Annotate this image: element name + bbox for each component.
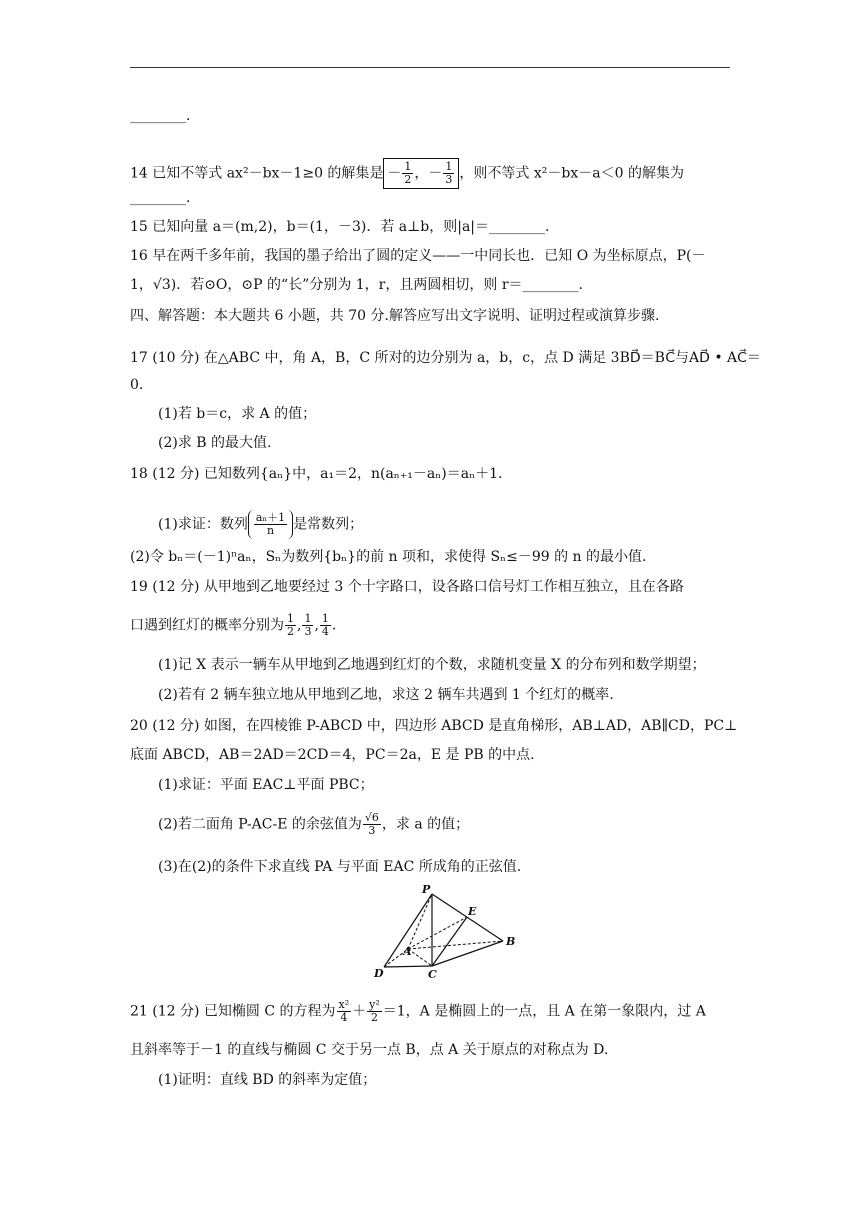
question-16-line-1: 16 早在两千多年前，我国的墨子给出了圆的定义——一中同长也．已知 O 为坐标原点，P(－	[130, 248, 706, 264]
edge-ae	[408, 917, 467, 949]
edge-ap	[408, 894, 432, 949]
q19-prob-3: $\frac{1}{4}$	[321, 612, 329, 638]
question-18-part-1: (1)求证：数列 $\frac{\text{aₙ＋1}}{n}$ 是常数列；	[158, 511, 364, 537]
question-19-line-2: 口遇到红灯的概率分别为 $\frac{1}{2}$ , $\frac{1}{3}$ , $\frac{1}{4}$ .	[130, 612, 337, 638]
question-19-part-2: (2)若有 2 辆车独立地从甲地到乙地，求这 2 辆车共遇到 1 个红灯的概率.	[158, 687, 614, 703]
q14-fraction-2: $\frac{1}{3}$	[445, 160, 453, 186]
q18-fraction: $\frac{\text{aₙ＋1}}{n}$	[255, 511, 286, 537]
edge-cb	[432, 941, 503, 966]
question-20-part-2: (2)若二面角 P-AC-E 的余弦值为 $\frac{√6}{3}$ ，求 a 的值；	[158, 811, 470, 837]
edge-ec	[432, 917, 467, 966]
q21-fraction-y: $\frac{\text{y²}}{2}$	[369, 998, 380, 1024]
q19-prob-1: $\frac{1}{2}$	[287, 612, 294, 638]
q13-blank: ________.	[130, 108, 191, 124]
question-21-line-1: 21 (12 分) 已知椭圆 C 的方程为 $\frac{\text{x²}}{4}$ ＋ $\frac{\text{y²}}{2}$ ＝1，A 是椭圆上的一点，且 A 在第一象限内，过 A	[130, 998, 706, 1024]
question-21-part-1: (1)证明：直线 BD 的斜率为定值；	[158, 1072, 377, 1088]
question-16-line-2: 1，√3)．若⊙O，⊙P 的“长”分别为 1，r，且两圆相切，则 r＝________.	[130, 277, 583, 293]
question-17-part-1: (1)若 b＝c，求 A 的值；	[158, 406, 317, 422]
q14-blank: ________.	[130, 190, 191, 206]
question-19-part-1: (1)记 X 表示一辆车从甲地到乙地遇到红灯的个数，求随机变量 X 的分布列和数学期望；	[158, 657, 706, 673]
pyramid-figure	[370, 882, 520, 982]
edge-dc	[384, 966, 432, 967]
question-17-line-1: 17 (10 分) 在△ABC 中，角 A，B，C 所对的边分别为 a，b，c，点 D 满足 3BD⃗＝BC⃗与AD⃗ • AC⃗＝	[130, 350, 761, 366]
q19-prob-2: $\frac{1}{3}$	[304, 612, 312, 638]
question-17-line-2: 0．	[130, 377, 153, 393]
label-d: D	[374, 967, 384, 980]
q21-fraction-x: $\frac{\text{x²}}{4}$	[338, 998, 350, 1024]
question-21-line-2: 且斜率等于－1 的直线与椭圆 C 交于另一点 B，点 A 关于原点的对称点为 D.	[130, 1042, 609, 1058]
question-18-part-2: (2)令 bₙ＝(－1)ⁿaₙ，Sₙ为数列{bₙ}的前 n 项和，求使得 Sₙ≤－99 的 n 的最小值.	[130, 549, 647, 565]
question-20-line-2: 底面 ABCD，AB＝2AD＝2CD＝4，PC＝2a，E 是 PB 的中点.	[130, 747, 535, 763]
question-14-line-1: 14 已知不等式 ax²－bx－1≥0 的解集是 － $\frac{1}{2}$ ，－ $\frac{1}{3}$ ，则不等式 x²－bx－a＜0 的解集为	[130, 158, 684, 189]
q18-sequence-brace	[248, 510, 293, 539]
question-17-part-2: (2)求 B 的最大值.	[158, 435, 272, 451]
section-4-heading: 四、解答题：本大题共 6 小题，共 70 分.解答应写出文字说明、证明过程或演算步骤.	[130, 308, 660, 324]
question-20-line-1: 20 (12 分) 如图，在四棱锥 P-ABCD 中，四边形 ABCD 是直角梯形，AB⊥AD，AB∥CD，PC⊥	[130, 718, 738, 734]
header-rule	[130, 67, 730, 68]
q14-fraction-1: $\frac{1}{2}$	[404, 160, 412, 186]
question-18: 18 (12 分) 已知数列{aₙ}中，a₁＝2，n(aₙ₊₁－aₙ)＝aₙ＋1.	[130, 466, 503, 482]
q14-interval: － $\frac{1}{2}$ ，－ $\frac{1}{3}$	[383, 158, 459, 189]
label-a: A	[403, 945, 412, 958]
question-15: 15 已知向量 a＝(m,2)，b＝(1，－3)．若 a⊥b，则|a|＝________.	[130, 219, 550, 235]
edge-ab	[408, 941, 503, 949]
label-c: C	[428, 968, 437, 981]
question-19-line-1: 19 (12 分) 从甲地到乙地要经过 3 个十字路口，设各路口信号灯工作相互独立，且在各路	[130, 579, 684, 595]
label-p: P	[422, 883, 431, 896]
label-b: B	[506, 935, 516, 948]
edge-ac	[408, 949, 432, 966]
question-20-part-1: (1)求证：平面 EAC⊥平面 PBC；	[158, 777, 374, 793]
question-20-part-3: (3)在(2)的条件下求直线 PA 与平面 EAC 所成角的正弦值.	[158, 859, 522, 875]
label-e: E	[468, 905, 477, 918]
q20-fraction: $\frac{√6}{3}$	[364, 811, 379, 837]
